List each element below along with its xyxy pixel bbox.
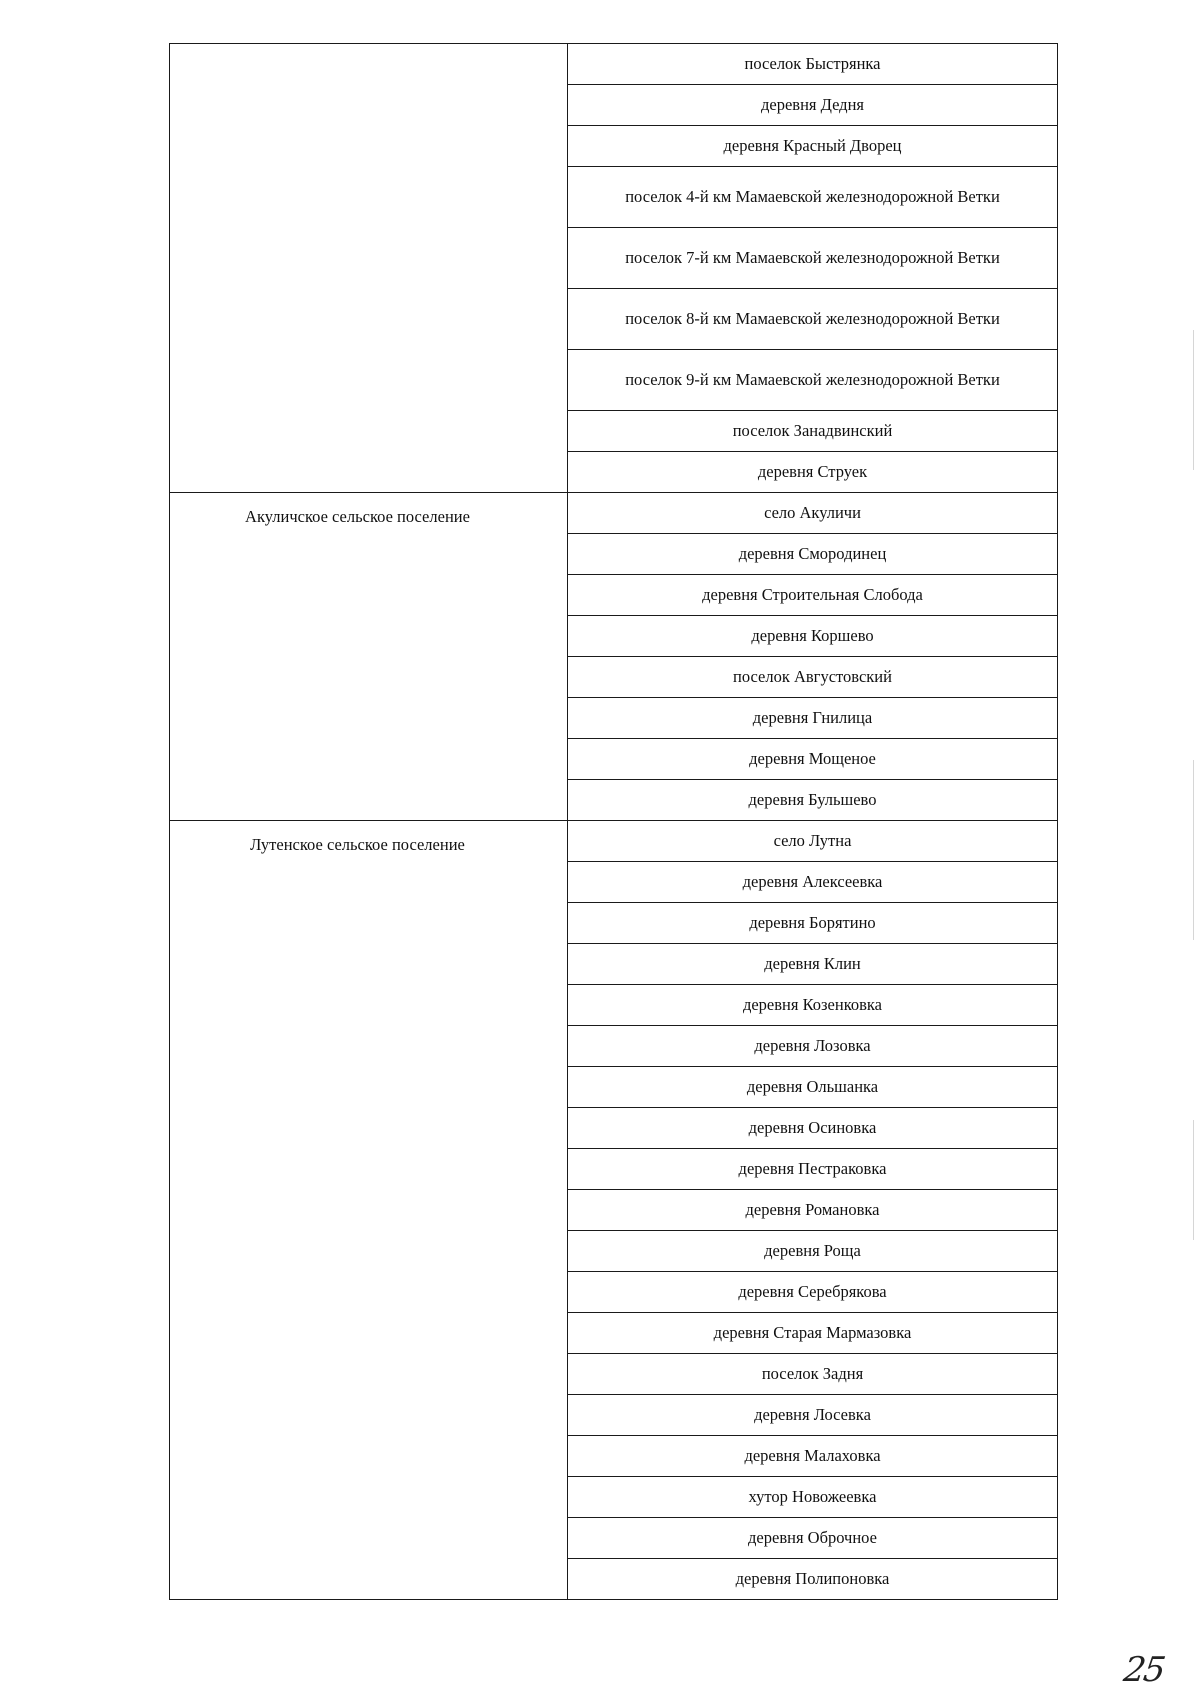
settlement-group-cell [170,493,568,821]
settlement-name-cell: деревня Гнилица [568,698,1058,739]
settlement-name-cell: деревня Осиновка [568,1108,1058,1149]
settlement-name-cell: деревня Полипоновка [568,1559,1058,1600]
settlement-name-cell: деревня Мощеное [568,739,1058,780]
settlement-name-cell: деревня Дедня [568,85,1058,126]
settlement-name-cell: село Акуличи [568,493,1058,534]
settlement-name-cell: деревня Строительная Слобода [568,575,1058,616]
settlement-name-cell: деревня Старая Мармазовка [568,1313,1058,1354]
page-number: 25 [1121,1650,1167,1690]
scan-edge-mark [1193,1120,1194,1240]
settlement-name-cell: поселок Августовский [568,657,1058,698]
settlement-name-cell: деревня Козенковка [568,985,1058,1026]
scan-edge-mark [1193,330,1194,470]
settlement-name-cell: деревня Клин [568,944,1058,985]
settlement-name-cell: деревня Бульшево [568,780,1058,821]
settlement-name-cell: деревня Коршево [568,616,1058,657]
settlement-name-cell: деревня Романовка [568,1190,1058,1231]
settlement-name-cell: село Лутна [568,821,1058,862]
settlement-name-cell: хутор Новожеевка [568,1477,1058,1518]
settlement-name-cell: деревня Струек [568,452,1058,493]
settlement-name-cell: поселок Занадвинский [568,411,1058,452]
settlement-name-cell: деревня Лозовка [568,1026,1058,1067]
settlement-name-cell: деревня Смородинец [568,534,1058,575]
settlement-group-cell [170,44,568,493]
table-row [170,821,1058,862]
settlement-name-cell: деревня Красный Дворец [568,126,1058,167]
settlement-group-cell [170,821,568,1600]
scan-edge-mark [1193,760,1194,940]
settlement-name-cell: деревня Серебрякова [568,1272,1058,1313]
settlement-name-cell: поселок Быстрянка [568,44,1058,85]
settlement-name-cell: поселок 8-й км Мамаевской железнодорожной Ветки [568,289,1058,350]
settlement-group-name [170,44,567,58]
settlement-name-cell: деревня Алексеевка [568,862,1058,903]
settlement-name-cell: поселок 9-й км Мамаевской железнодорожной Ветки [568,350,1058,411]
settlements-table [169,43,1058,1600]
settlement-name-cell: поселок Задня [568,1354,1058,1395]
settlement-name-cell: деревня Роща [568,1231,1058,1272]
settlement-group-name: Акуличское сельское поселение [245,507,470,526]
settlement-name-cell: деревня Малаховка [568,1436,1058,1477]
table-row [170,44,1058,85]
table-row [170,493,1058,534]
settlement-name-cell: деревня Ольшанка [568,1067,1058,1108]
settlement-name-cell: поселок 4-й км Мамаевской железнодорожной Ветки [568,167,1058,228]
settlement-name-cell: деревня Борятино [568,903,1058,944]
settlements-table-body [170,44,1058,1600]
settlement-name-cell: деревня Лосевка [568,1395,1058,1436]
settlement-name-cell: поселок 7-й км Мамаевской железнодорожной Ветки [568,228,1058,289]
settlement-name-cell: деревня Пестраковка [568,1149,1058,1190]
settlement-group-name: Лутенское сельское поселение [250,835,465,854]
settlement-name-cell: деревня Оброчное [568,1518,1058,1559]
